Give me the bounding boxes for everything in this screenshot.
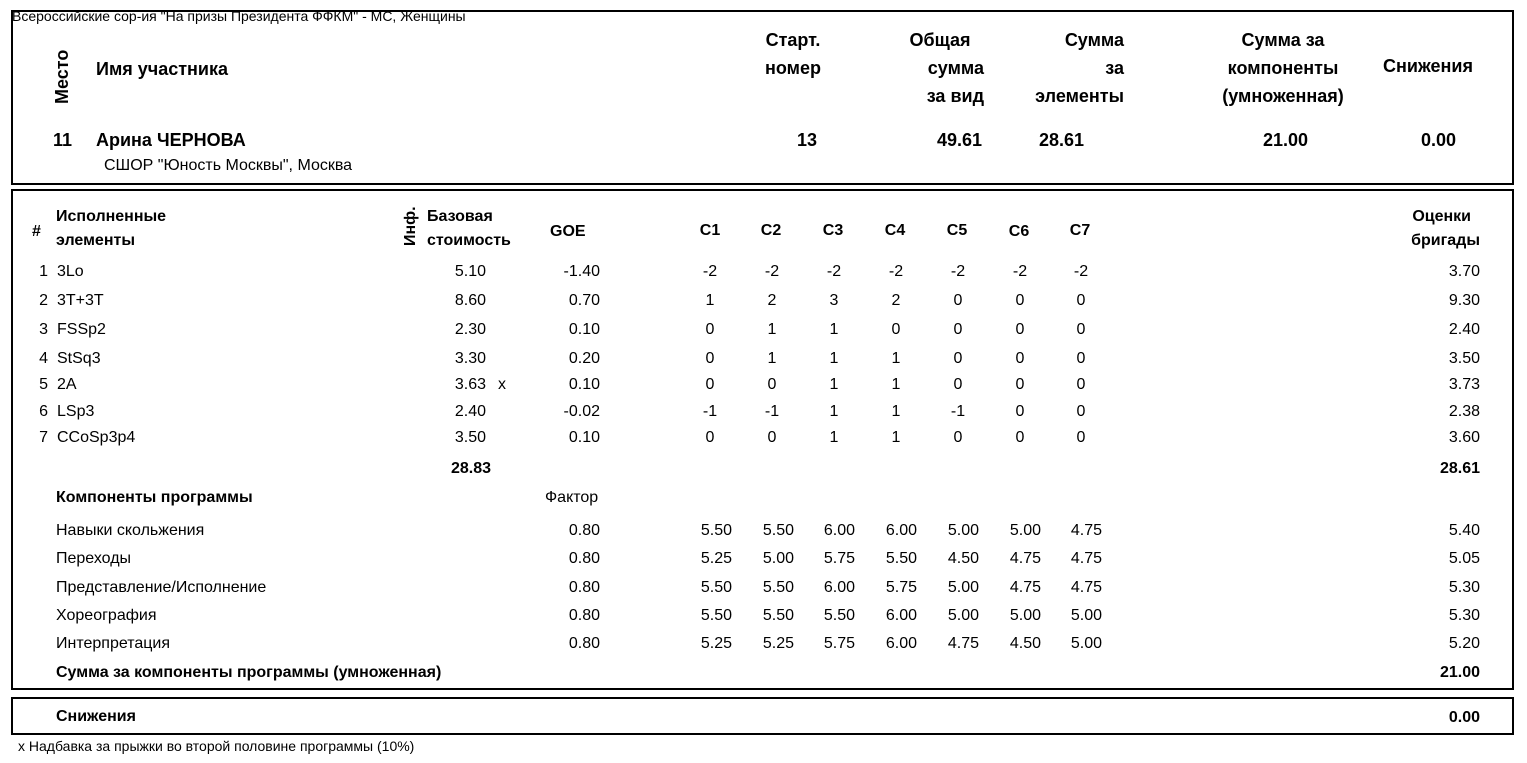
- component-judge: 4.75: [947, 635, 979, 652]
- element-judge: 1: [829, 376, 839, 393]
- start-number: 13: [796, 130, 818, 150]
- element-num: 5: [39, 376, 48, 393]
- deductions-box: [11, 697, 1514, 735]
- element-name: 3Lo: [57, 263, 84, 280]
- place-label: Место: [52, 49, 72, 104]
- component-judge: 5.75: [823, 635, 855, 652]
- component-judge: 5.25: [700, 635, 732, 652]
- component-judge: 5.00: [1009, 522, 1041, 539]
- element-judge: -2: [1073, 263, 1089, 280]
- element-judge: 0: [1015, 292, 1025, 309]
- element-name: 3T+3T: [57, 292, 104, 309]
- goe-header: GOE: [550, 223, 586, 240]
- judge-header-c7: C7: [1069, 222, 1091, 239]
- component-judge: 5.50: [700, 522, 732, 539]
- component-factor: 0.80: [568, 607, 600, 624]
- element-judge: 0: [953, 376, 963, 393]
- elements-score: 28.61: [1038, 130, 1084, 150]
- element-judge: 1: [767, 350, 777, 367]
- element-judge: 0: [705, 376, 715, 393]
- skater-name: Арина ЧЕРНОВА: [96, 130, 246, 150]
- element-judge: -2: [888, 263, 904, 280]
- element-judge: 2: [891, 292, 901, 309]
- component-judge: 4.75: [1070, 579, 1102, 596]
- element-name: CCoSp3p4: [57, 429, 136, 446]
- skater-place: 11: [53, 130, 73, 150]
- element-judge: 0: [705, 429, 715, 446]
- component-judge: 4.75: [1070, 550, 1102, 567]
- element-goe: 0.10: [568, 321, 600, 338]
- element-judge: 0: [1076, 429, 1086, 446]
- judge-header-c4: C4: [884, 222, 906, 239]
- num-header: #: [32, 223, 41, 240]
- component-score: 5.05: [1448, 550, 1480, 567]
- component-judge: 5.50: [823, 607, 855, 624]
- element-name: FSSp2: [57, 321, 106, 338]
- element-judge: 0: [705, 321, 715, 338]
- deductions-score: 0.00: [1420, 130, 1456, 150]
- component-judge: 6.00: [823, 579, 855, 596]
- component-judge: 5.50: [762, 607, 794, 624]
- component-judge: 5.50: [762, 522, 794, 539]
- element-judge: 1: [767, 321, 777, 338]
- component-judge: 5.75: [885, 579, 917, 596]
- component-judge: 4.75: [1009, 579, 1041, 596]
- element-num: 6: [39, 403, 48, 420]
- element-base: 8.60: [454, 292, 486, 309]
- element-judge: 0: [1076, 376, 1086, 393]
- component-name: Навыки скольжения: [56, 522, 205, 539]
- element-judge: 0: [953, 292, 963, 309]
- skater-club: СШОР "Юность Москвы", Москва: [104, 157, 353, 174]
- component-judge: 5.00: [1070, 607, 1102, 624]
- component-judge: 5.00: [762, 550, 794, 567]
- element-judge: -2: [702, 263, 718, 280]
- component-judge: 5.00: [1070, 635, 1102, 652]
- component-judge: 5.00: [947, 607, 979, 624]
- deductions-row-value: 0.00: [1448, 709, 1480, 726]
- element-score: 3.70: [1448, 263, 1480, 280]
- element-goe: 0.10: [568, 376, 600, 393]
- element-name: 2A: [57, 376, 77, 393]
- executed-header: Исполненные элементы: [56, 208, 167, 249]
- element-judge: -2: [764, 263, 780, 280]
- judge-header-c5: C5: [946, 222, 968, 239]
- judge-header-c2: C2: [760, 222, 782, 239]
- total-score: 49.61: [936, 130, 982, 150]
- name-label: Имя участника: [96, 59, 229, 79]
- element-score: 3.60: [1448, 429, 1480, 446]
- panel-header: Оценки бригады: [1411, 208, 1480, 249]
- element-judge: 0: [953, 321, 963, 338]
- total-label: Общая сумма за вид: [909, 30, 984, 106]
- element-score: 2.40: [1448, 321, 1480, 338]
- info-header: Инф.: [402, 206, 419, 246]
- footnote: x Надбавка за прыжки во второй половине программы (10%): [18, 738, 415, 754]
- deductions-row-label: Снижения: [56, 708, 136, 725]
- element-base: 5.10: [454, 263, 486, 280]
- element-num: 2: [39, 292, 48, 309]
- component-factor: 0.80: [568, 550, 600, 567]
- element-judge: 0: [1076, 403, 1086, 420]
- components-score: 21.00: [1262, 130, 1308, 150]
- element-judge: 0: [1015, 403, 1025, 420]
- deductions-label: Снижения: [1383, 56, 1473, 76]
- element-judge: 0: [1076, 321, 1086, 338]
- component-factor: 0.80: [568, 635, 600, 652]
- element-goe: -0.02: [563, 403, 600, 420]
- element-judge: 3: [829, 292, 839, 309]
- component-factor: 0.80: [568, 579, 600, 596]
- component-judge: 5.00: [1009, 607, 1041, 624]
- judge-header-c1: C1: [699, 222, 721, 239]
- component-name: Хореография: [56, 607, 157, 624]
- component-judge: 4.75: [1070, 522, 1102, 539]
- component-judge: 5.25: [762, 635, 794, 652]
- component-score: 5.30: [1448, 579, 1480, 596]
- component-judge: 4.75: [1009, 550, 1041, 567]
- component-judge: 4.50: [947, 550, 979, 567]
- element-judge: 0: [1076, 350, 1086, 367]
- component-judge: 6.00: [885, 522, 917, 539]
- element-judge: 1: [829, 350, 839, 367]
- component-judge: 6.00: [885, 607, 917, 624]
- component-judge: 6.00: [823, 522, 855, 539]
- element-score: 2.38: [1448, 403, 1480, 420]
- element-judge: 0: [1076, 292, 1086, 309]
- element-name: LSp3: [57, 403, 95, 420]
- element-goe: 0.10: [568, 429, 600, 446]
- element-judge: 0: [705, 350, 715, 367]
- elements-score-total: 28.61: [1439, 460, 1480, 477]
- element-judge: -2: [826, 263, 842, 280]
- element-goe: 0.70: [568, 292, 600, 309]
- element-judge: 0: [1015, 321, 1025, 338]
- judge-header-c6: C6: [1008, 223, 1030, 240]
- element-score: 9.30: [1448, 292, 1480, 309]
- element-base: 2.30: [454, 321, 486, 338]
- component-name: Интерпретация: [56, 635, 171, 652]
- element-judge: 0: [953, 429, 963, 446]
- components-label: Компоненты программы: [56, 489, 253, 506]
- element-num: 1: [39, 263, 48, 280]
- element-info: x: [498, 376, 506, 393]
- elements-label: Сумма за элементы: [1035, 30, 1124, 106]
- base-total: 28.83: [450, 460, 491, 477]
- components-sum-value: 21.00: [1439, 664, 1480, 681]
- element-judge: 1: [829, 429, 839, 446]
- element-goe: 0.20: [568, 350, 600, 367]
- components-label: Сумма за компоненты (умноженная): [1222, 30, 1344, 106]
- component-factor: 0.80: [568, 522, 600, 539]
- element-num: 7: [39, 429, 48, 446]
- element-judge: 0: [891, 321, 901, 338]
- component-judge: 5.00: [947, 579, 979, 596]
- component-score: 5.30: [1448, 607, 1480, 624]
- element-judge: 1: [829, 403, 839, 420]
- element-judge: -1: [764, 403, 780, 420]
- component-name: Переходы: [56, 550, 132, 567]
- component-name: Представление/Исполнение: [56, 579, 267, 596]
- element-score: 3.73: [1448, 376, 1480, 393]
- element-judge: 0: [1015, 376, 1025, 393]
- start-number-label: Старт. номер: [765, 30, 821, 78]
- component-score: 5.40: [1448, 522, 1480, 539]
- element-num: 3: [39, 321, 48, 338]
- element-judge: 1: [891, 403, 901, 420]
- judge-header-c3: C3: [822, 222, 844, 239]
- element-base: 3.50: [454, 429, 486, 446]
- component-judge: 6.00: [885, 635, 917, 652]
- element-judge: 1: [891, 350, 901, 367]
- component-judge: 5.50: [885, 550, 917, 567]
- element-judge: 1: [829, 321, 839, 338]
- element-goe: -1.40: [563, 263, 600, 280]
- component-score: 5.20: [1448, 635, 1480, 652]
- element-judge: -2: [950, 263, 966, 280]
- factor-label: Фактор: [545, 489, 599, 506]
- base-header: Базовая стоимость: [427, 208, 511, 249]
- element-judge: 1: [891, 376, 901, 393]
- element-name: StSq3: [57, 350, 101, 367]
- element-judge: -2: [1012, 263, 1028, 280]
- component-judge: 5.50: [700, 579, 732, 596]
- components-sum-label: Сумма за компоненты программы (умноженная): [56, 664, 442, 681]
- element-judge: 0: [1015, 429, 1025, 446]
- element-judge: 1: [891, 429, 901, 446]
- element-judge: -1: [702, 403, 718, 420]
- component-judge: 5.00: [947, 522, 979, 539]
- component-judge: 5.50: [700, 607, 732, 624]
- element-base: 3.30: [454, 350, 486, 367]
- element-judge: 0: [767, 429, 777, 446]
- event-title: Всероссийские сор-ия "На призы Президента ФФКМ" - МС, Женщины: [12, 8, 466, 24]
- component-judge: 4.50: [1009, 635, 1041, 652]
- element-judge: 0: [1015, 350, 1025, 367]
- element-judge: 2: [767, 292, 777, 309]
- component-judge: 5.50: [762, 579, 794, 596]
- element-judge: 0: [953, 350, 963, 367]
- element-judge: 1: [705, 292, 715, 309]
- element-base: 2.40: [454, 403, 486, 420]
- element-judge: -1: [950, 403, 966, 420]
- element-judge: 0: [767, 376, 777, 393]
- element-num: 4: [39, 350, 48, 367]
- component-judge: 5.75: [823, 550, 855, 567]
- element-score: 3.50: [1448, 350, 1480, 367]
- component-judge: 5.25: [700, 550, 732, 567]
- element-base: 3.63: [454, 376, 486, 393]
